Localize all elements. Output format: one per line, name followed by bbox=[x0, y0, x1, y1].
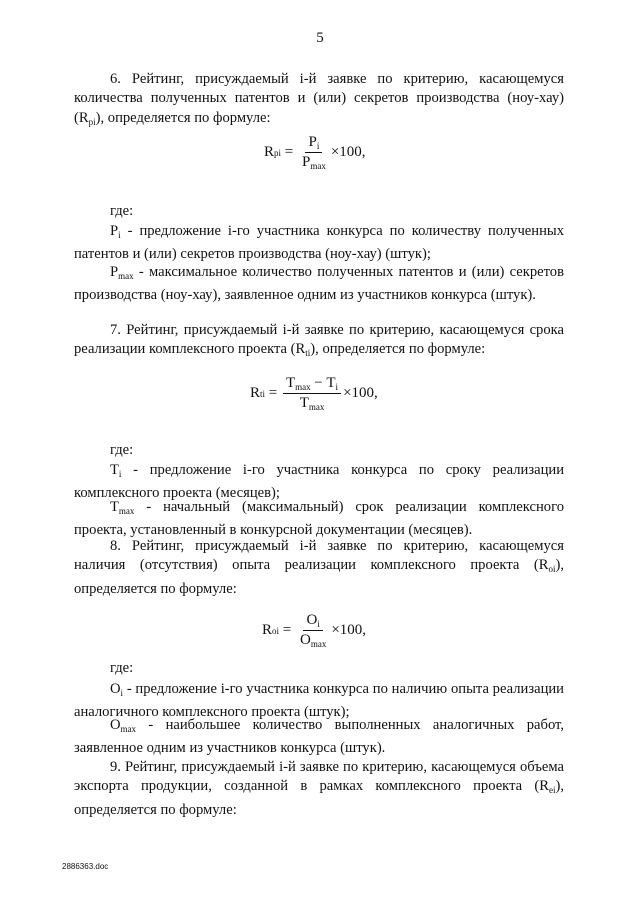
symbol-r-oi: $R_{oi}$ bbox=[538, 557, 556, 575]
formula-fraction: $\frac{O_i}{O_{max}}$ bbox=[300, 612, 327, 649]
formula-r-pi: R pi = $\frac{P_i}{P_{max}}$ ×100, bbox=[264, 134, 366, 171]
paragraph-8: 8. Рейтинг, присуждаемый i-й заявке по критерию, касающемуся наличия (отсутствия) опыта реализации комплексного проекта $(R_{oi})$, определяется по формуле: bbox=[74, 538, 564, 597]
where-label: где: bbox=[110, 660, 134, 676]
symbol-r-pi: $R_{pi}$ bbox=[78, 109, 96, 127]
paragraph-6: 6. Рейтинг, присуждаемый i-й заявке по критерию, касающемуся количества полученных патентов и (или) секретов производства (ноу-хау) $(R_{pi})$, определяется по формуле: bbox=[74, 71, 564, 127]
formula-fraction: $\frac{P_i}{P_{max}}$ bbox=[302, 134, 326, 171]
formula-r-ti: R ti = $\frac{T_{max} - T_i}{T_{max}}$ ×100, bbox=[250, 375, 378, 412]
symbol-r-ei: $R_{ei}$ bbox=[539, 778, 556, 796]
paragraph-9: 9. Рейтинг, присуждаемый i-й заявке по критерию, касающемуся объема экспорта продукции, созданной в рамках комплексного проекта $(R_{ei})$, определяется по формуле: bbox=[74, 759, 564, 818]
where-label: где: bbox=[110, 442, 134, 458]
page-number: 5 bbox=[316, 30, 324, 46]
definition-o-max: $O_{max}$ - наибольшее количество выполненных аналогичных работ, заявленное одним из участников конкурса (штук). bbox=[74, 717, 564, 757]
symbol-r-ti: $R_{ti}$ bbox=[295, 341, 311, 359]
definition-t-max: $T_{max}$ - начальный (максимальный) срок реализации комплексного проекта, установленный в конкурсной документации (месяцев). bbox=[74, 499, 564, 539]
definition-p-max: $P_{max}$ - максимальное количество полученных патентов и (или) секретов производства (ноу-хау), заявленное одним из участников конкурса (штук). bbox=[74, 264, 564, 304]
definition-t-i: $T_i$ - предложение i-го участника конкурса по сроку реализации комплексного проекта (месяцев); bbox=[74, 462, 564, 502]
where-label: где: bbox=[110, 203, 134, 219]
definition-o-i: $O_i$ - предложение i-го участника конкурса по наличию опыта реализации аналогичного комплексного проекта (штук); bbox=[74, 681, 564, 721]
formula-fraction: $\frac{T_{max} - T_i}{T_{max}}$ bbox=[283, 375, 341, 412]
paragraph-7: 7. Рейтинг, присуждаемый i-й заявке по критерию, касающемуся срока реализации комплексного проекта $(R_{ti})$, определяется по формуле: bbox=[74, 322, 564, 359]
footer-filename: 2886363.doc bbox=[62, 862, 109, 871]
formula-r-oi: R oi = $\frac{O_i}{O_{max}}$ ×100, bbox=[262, 612, 367, 649]
definition-p-i: $P_i$ - предложение i-го участника конкурса по количеству полученных патентов и (или) секретов производства (ноу-хау) (штук); bbox=[74, 223, 564, 263]
